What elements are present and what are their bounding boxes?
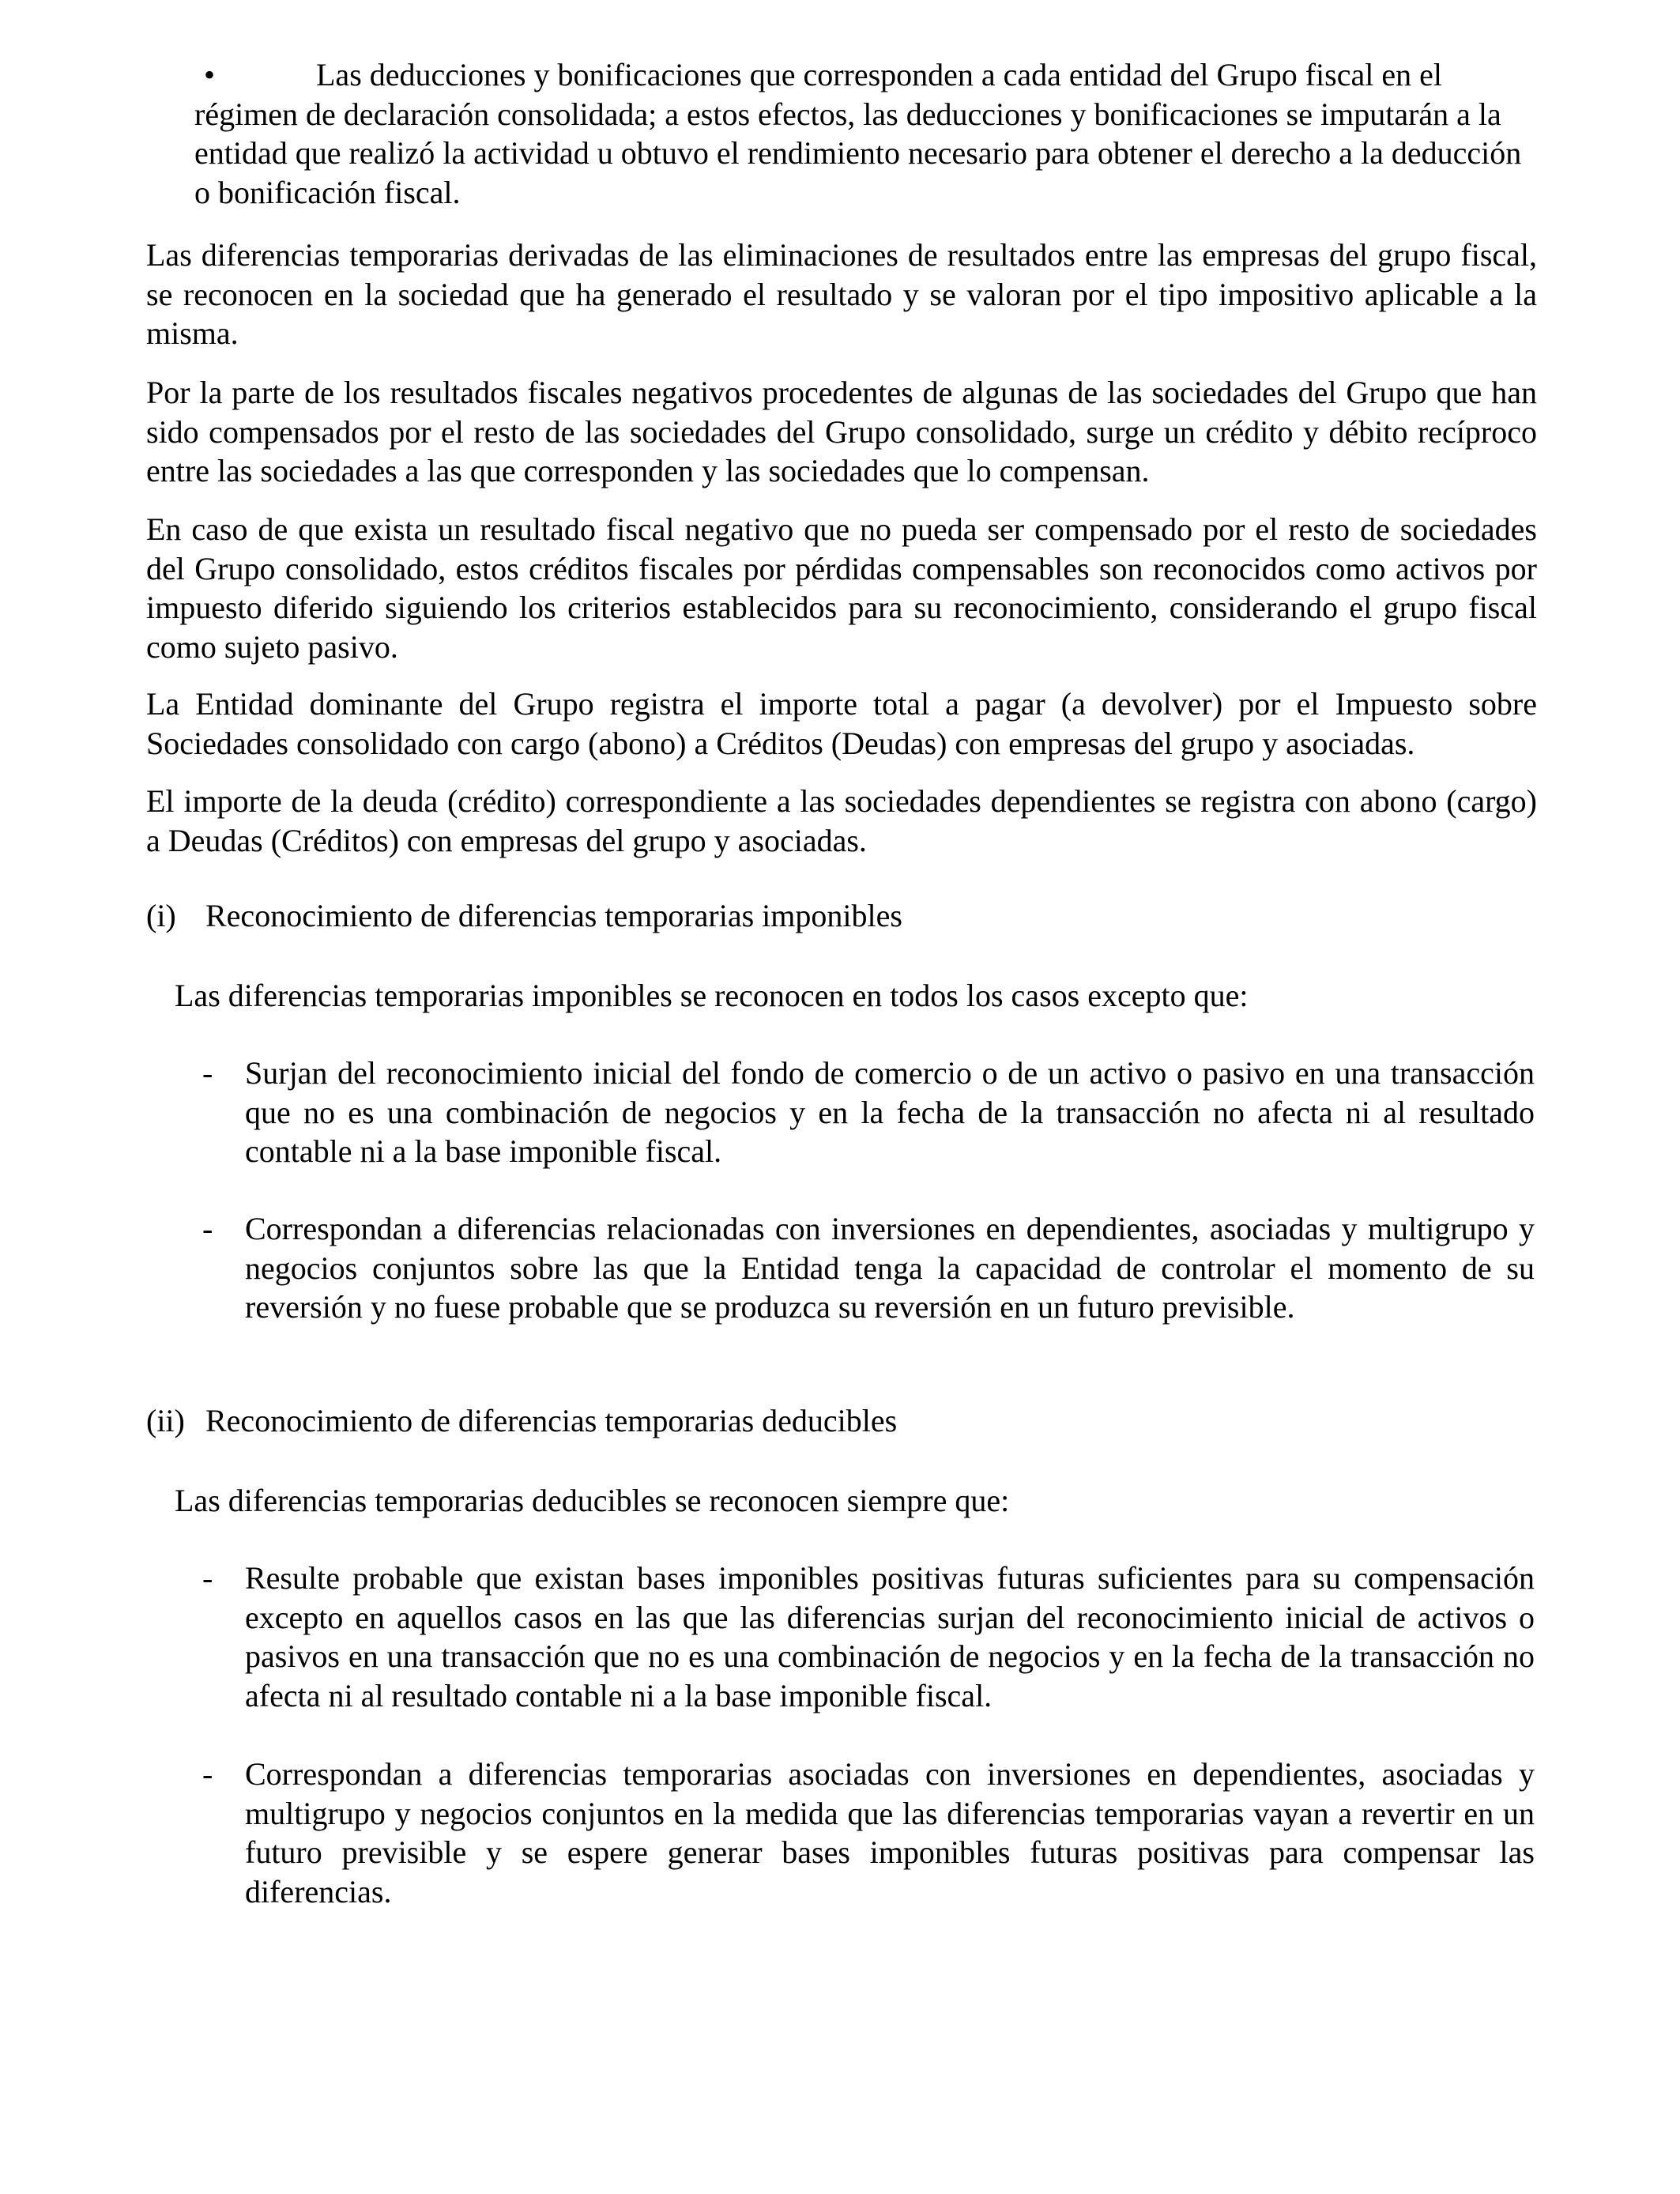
dash-marker: - [202, 1055, 213, 1091]
list-item: Resulte probable que existan bases imponibles positivas futuras suficientes para su compensación excepto en aquellos casos en las que las diferencias surjan del reconocimiento inicial de activos o pasivos en una transacción que no es una combinación de negocios y en la fecha de la transacción no afecta ni al resultado contable ni a la base imponible fiscal. [245, 1560, 1535, 1713]
section-title: Reconocimiento de diferencias temporarias deducibles [205, 1403, 898, 1438]
list-item: Correspondan a diferencias relacionadas con inversiones en dependientes, asociadas y multigrupo y negocios conjuntos sobre las que la Entidad tenga la capacidad de controlar el momento de su reversión y no fuese probable que se produzca su reversión en un futuro previsible. [245, 1211, 1535, 1325]
section-number: (ii) [146, 1403, 185, 1438]
section-heading-i [146, 896, 902, 936]
dash-marker: - [202, 1560, 213, 1596]
paragraph-1: Las diferencias temporarias derivadas de las eliminaciones de resultados entre las empresas del grupo fiscal, se reconocen en la sociedad que ha generado el resultado y se valoran por el tipo impositivo aplicable a la misma. [146, 237, 1537, 351]
section-title: Reconocimiento de diferencias temporarias imponibles [205, 898, 902, 933]
bullet-marker: • [204, 57, 216, 92]
list-item: Correspondan a diferencias temporarias asociadas con inversiones en dependientes, asociadas y multigrupo y negocios conjuntos en la medida que las diferencias temporarias vayan a revertir en un futuro previsible y se espere generar bases imponibles futuras positivas para compensar las diferencias. [245, 1756, 1535, 1909]
section-intro: Las diferencias temporarias imponibles se reconocen en todos los casos excepto que: [175, 978, 1249, 1013]
section-number: (i) [146, 898, 176, 933]
dash-marker: - [202, 1756, 213, 1792]
list-item: Surjan del reconocimiento inicial del fondo de comercio o de un activo o pasivo en una transacción que no es una combinación de negocios y en la fecha de la transacción no afecta ni al resultado contable ni a la base imponible fiscal. [245, 1055, 1535, 1169]
paragraph-2: Por la parte de los resultados fiscales negativos procedentes de algunas de las sociedades del Grupo que han sido compensados por el resto de las sociedades del Grupo consolidado, surge un crédito y débito recíproco entre las sociedades a las que corresponden y las sociedades que lo compensan. [146, 375, 1537, 488]
paragraph-5: El importe de la deuda (crédito) correspondiente a las sociedades dependientes se registra con abono (cargo) a Deudas (Créditos) con empresas del grupo y asociadas. [146, 783, 1537, 858]
section-heading-ii [146, 1401, 897, 1441]
paragraph-3: En caso de que exista un resultado fiscal negativo que no pueda ser compensado por el resto de sociedades del Grupo consolidado, estos créditos fiscales por pérdidas compensables son reconocidos como activos por impuesto diferido siguiendo los criterios establecidos para su reconocimiento, considerando el grupo fiscal como sujeto pasivo. [146, 511, 1537, 665]
paragraph-4: La Entidad dominante del Grupo registra el importe total a pagar (a devolver) por el Impuesto sobre Sociedades consolidado con cargo (abono) a Créditos (Deudas) con empresas del grupo y asociadas. [146, 686, 1537, 761]
bullet-item-text: Las deducciones y bonificaciones que corresponden a cada entidad del Grupo fiscal en el régimen de declaración consolidada; a estos efectos, las deducciones y bonificaciones se imputarán a la entidad que realizó la actividad u obtuvo el rendimiento necesario para obtener el derecho a la deducción o bonificación fiscal. [194, 57, 1522, 210]
dash-marker: - [202, 1211, 213, 1246]
section-intro: Las diferencias temporarias deducibles se reconocen siempre que: [175, 1483, 1010, 1518]
